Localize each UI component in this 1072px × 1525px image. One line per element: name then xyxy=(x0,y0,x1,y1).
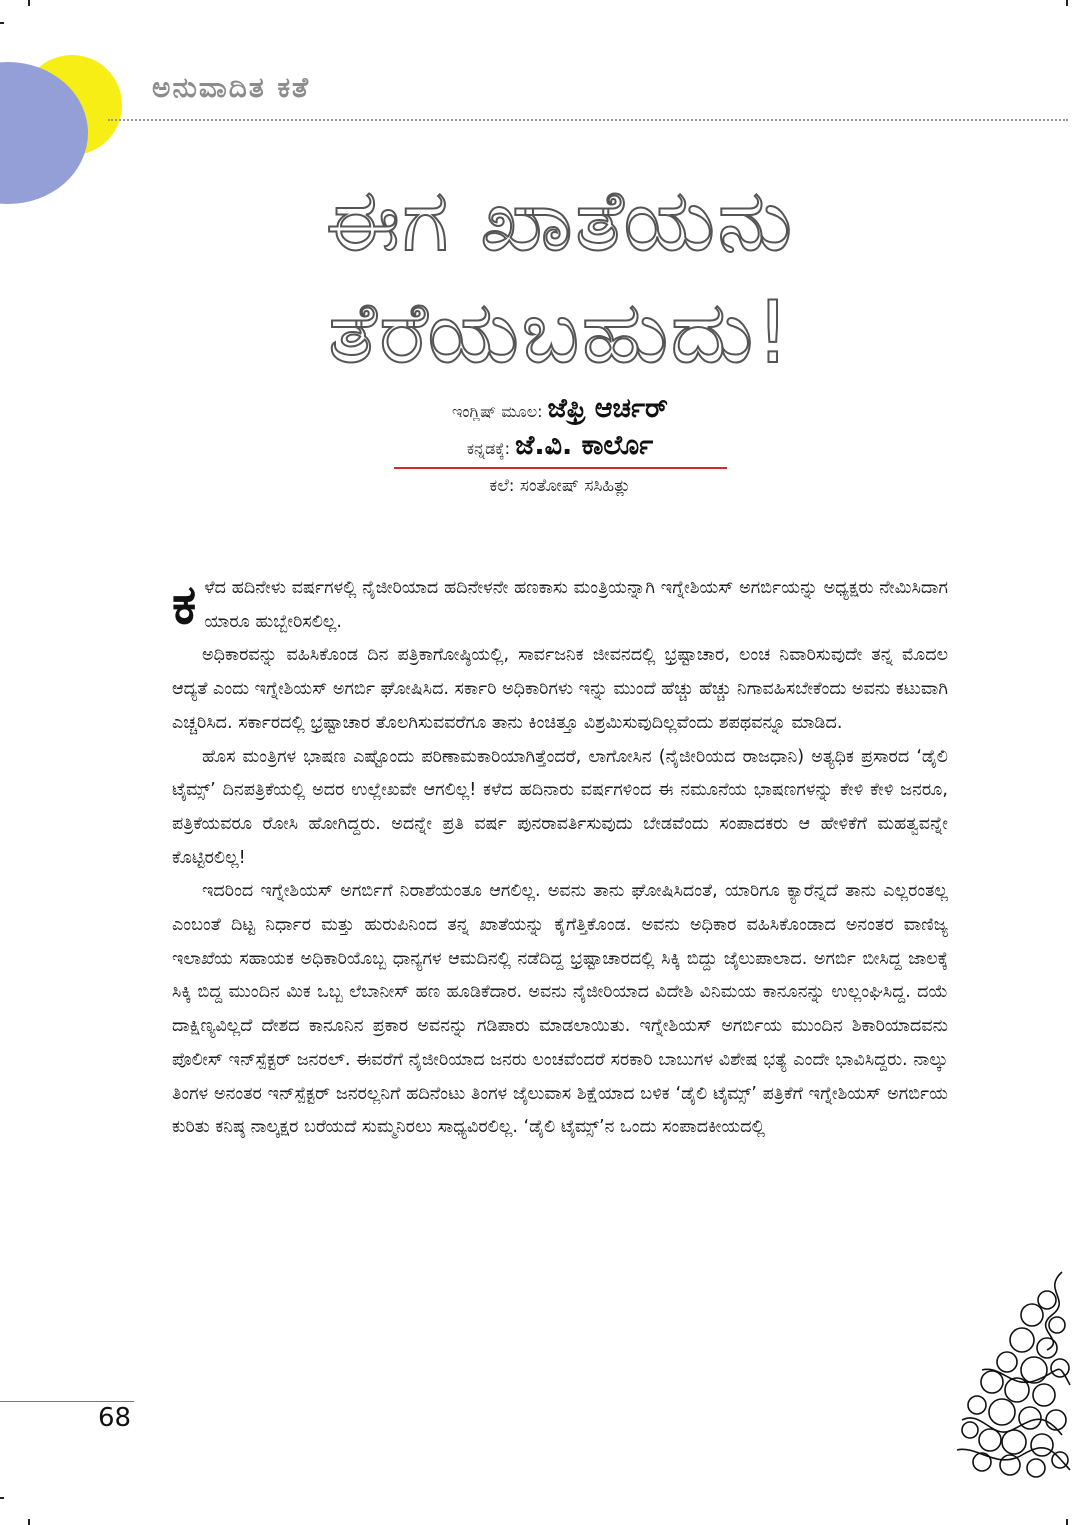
original-author-name: ಜೆಫ್ರಿ ಆರ್ಚರ್ xyxy=(547,393,668,424)
illustration-scribble xyxy=(952,1270,1072,1480)
story-title-line-2: ತೆರೆಯಬಹುದು! xyxy=(328,283,792,383)
original-author-row xyxy=(392,392,728,429)
paragraph-4: ಇದರಿಂದ ಇಗ್ನೇಶಿಯಸ್ ಅಗರ್ಬಿಗೆ ನಿರಾಶೆಯಂತೂ ಆಗಲಿಲ್ಲ. ಅವನು ತಾನು ಘೋಷಿಸಿದಂತೆ, ಯಾರಿಗೂ ಕ್ಯಾರೆನ್ನದೆ ತಾನು ಎಲ್ಲರಂತಲ್ಲ ಎಂಬಂತೆ ದಿಟ್ಟ ನಿರ್ಧಾರ ಮತ್ತು ಹುರುಪಿನಿಂದ ತನ್ನ ಖಾತೆಯನ್ನು ಕೈಗೆತ್ತಿಕೊಂಡ. ಅವನು ಅಧಿಕಾರ ವಹಿಸಿಕೊಂಡಾದ ಅನಂತರ ವಾಣಿಜ್ಯ ಇಲಾಖೆಯ ಸಹಾಯಕ ಅಧಿಕಾರಿಯೊಬ್ಬ ಧಾನ್ಯಗಳ ಆಮದಿನಲ್ಲಿ ನಡೆದಿದ್ದ ಭ್ರಷ್ಟಾಚಾರದಲ್ಲಿ ಸಿಕ್ಕಿ ಬಿದ್ದು ಜೈಲುಪಾಲಾದ. ಅಗರ್ಬಿ ಬೀಸಿದ್ದ ಜಾಲಕ್ಕೆ ಸಿಕ್ಕಿ ಬಿದ್ದ ಮುಂದಿನ ಮಿಕ ಒಬ್ಬ ಲೆಬಾನೀಸ್ ಹಣ ಹೂಡಿಕೆದಾರ. ಅವನು ನೈಜೀರಿಯಾದ ವಿದೇಶಿ ವಿನಿಮಯ ಕಾನೂನನ್ನು ಉಲ್ಲಂಘಿಸಿದ್ದ. ದಯೆ ದಾಕ್ಷಿಣ್ಯವಿಲ್ಲದೆ ದೇಶದ ಕಾನೂನಿನ ಪ್ರಕಾರ ಅವನನ್ನು ಗಡಿಪಾರು ಮಾಡಲಾಯಿತು. ಇಗ್ನೇಶಿಯಸ್ ಅಗರ್ಬಿಯ ಮುಂದಿನ ಶಿಕಾರಿಯಾದವನು ಪೊಲೀಸ್ ಇನ್‌ಸ್ಪೆಕ್ಟರ್ ಜನರಲ್. ಈವರೆಗೆ ನೈಜೀರಿಯಾದ ಜನರು ಲಂಚವೆಂದರೆ ಸರಕಾರಿ ಬಾಬುಗಳ ವಿಶೇಷ ಭತ್ಯೆ ಎಂದೇ ಭಾವಿಸಿದ್ದರು. ನಾಲ್ಕು ತಿಂಗಳ ಅನಂತರ ಇನ್‌ಸ್ಪೆಕ್ಟರ್ ಜನರಲ್ಲನಿಗೆ ಹದಿನೆಂಟು ತಿಂಗಳ ಜೈಲುವಾಸ ಶಿಕ್ಷೆಯಾದ ಬಳಿಕ ‘ಡೈಲಿ ಟೈಮ್ಸ್’ ಪತ್ರಿಕೆಗೆ ಇಗ್ನೇಶಿಯಸ್ ಅಗರ್ಬಿಯ ಕುರಿತು ಕನಿಷ್ಠ ನಾಲ್ಕಕ್ಷರ ಬರೆಯದೆ ಸುಮ್ಮನಿರಲು ಸಾಧ್ಯವಿರಲಿಲ್ಲ. ‘ಡೈಲಿ ಟೈಮ್ಸ್’ನ ಒಂದು ಸಂಪಾದಕೀಯದಲ್ಲಿ xyxy=(172,881,948,1138)
crop-mark xyxy=(28,1519,30,1525)
drop-cap: ಕ xyxy=(172,573,197,636)
paragraph-1-text: ಳೆದ ಹದಿನೇಳು ವರ್ಷಗಳಲ್ಲಿ ನೈಜೀರಿಯಾದ ಹದಿನೇಳನೇ ಹಣಕಾಸು ಮಂತ್ರಿಯನ್ನಾಗಿ ಇಗ್ನೇಶಿಯಸ್ ಅಗರ್ಬಿಯನ್ನು ಅಧ್ಯಕ್ಷರು ನೇಮಿಸಿದಾಗ ಯಾರೂ ಹುಬ್ಬೇರಿಸಲಿಲ್ಲ. xyxy=(204,578,948,632)
illustration-credit: ಕಲೆ: ಸಂತೋಷ್ ಸಸಿಹಿತ್ಲು xyxy=(489,476,631,496)
crop-mark xyxy=(1066,0,1068,6)
crop-mark xyxy=(0,22,4,24)
credits-red-rule xyxy=(394,467,727,469)
header-dotted-divider xyxy=(108,119,1068,121)
crop-mark xyxy=(28,0,30,6)
paragraph-3: ಹೊಸ ಮಂತ್ರಿಗಳ ಭಾಷಣ ಎಷ್ಟೊಂದು ಪರಿಣಾಮಕಾರಿಯಾಗಿತ್ತೆಂದರೆ, ಲಾಗೋಸಿನ (ನೈಜೀರಿಯದ ರಾಜಧಾನಿ) ಅತ್ಯಧಿಕ ಪ್ರಸಾರದ ‘ಡೈಲಿ ಟೈಮ್ಸ್’ ದಿನಪತ್ರಿಕೆಯಲ್ಲಿ ಅದರ ಉಲ್ಲೇಖವೇ ಆಗಲಿಲ್ಲ! ಕಳೆದ ಹದಿನಾರು ವರ್ಷಗಳಿಂದ ಈ ನಮೂನೆಯ ಭಾಷಣಗಳನ್ನು ಕೇಳಿ ಕೇಳಿ ಜನರೂ, ಪತ್ರಿಕೆಯವರೂ ರೋಸಿ ಹೋಗಿದ್ದರು. ಅದನ್ನೇ ಪ್ರತಿ ವರ್ಷ ಪುನರಾವರ್ತಿಸುವುದು ಬೇಡವೆಂದು ಸಂಪಾದಕರು ಆ ಹೇಳಿಕೆಗೆ ಮಹತ್ವವನ್ನೇ ಕೊಟ್ಟಿರಲಿಲ್ಲ! xyxy=(172,746,948,868)
original-author-label: ಇಂಗ್ಲಿಷ್ ಮೂಲ: xyxy=(452,402,543,421)
story-title-line-1: ಈಗ ಖಾತೆಯನು xyxy=(325,171,795,271)
paragraph-2: ಅಧಿಕಾರವನ್ನು ವಹಿಸಿಕೊಂಡ ದಿನ ಪತ್ರಿಕಾಗೋಷ್ಠಿಯಲ್ಲಿ, ಸಾರ್ವಜನಿಕ ಜೀವನದಲ್ಲಿ ಭ್ರಷ್ಟಾಚಾರ, ಲಂಚ ನಿವಾರಿಸುವುದೇ ತನ್ನ ಮೊದಲ ಆದ್ಯತೆ ಎಂದು ಇಗ್ನೇಶಿಯಸ್ ಅಗರ್ಬಿ ಘೋಷಿಸಿದ. ಸರ್ಕಾರಿ ಅಧಿಕಾರಿಗಳು ಇನ್ನು ಮುಂದೆ ಹೆಚ್ಚು ಹೆಚ್ಚು ನಿಗಾವಹಿಸಬೇಕೆಂದು ಅವನು ಕಟುವಾಗಿ ಎಚ್ಚರಿಸಿದ. ಸರ್ಕಾರದಲ್ಲಿ ಭ್ರಷ್ಟಾಚಾರ ತೊಲಗಿಸುವವರೆಗೂ ತಾನು ಕಿಂಚಿತ್ತೂ ವಿಶ್ರಮಿಸುವುದಿಲ್ಲವೆಂದು ಶಪಥವನ್ನೂ ಮಾಡಿದ. xyxy=(172,645,948,733)
story-title xyxy=(240,165,880,389)
page-number: 68 xyxy=(98,1403,132,1433)
translator-row xyxy=(392,429,728,466)
crop-mark xyxy=(1066,1519,1068,1525)
translator-label: ಕನ್ನಡಕ್ಕೆ: xyxy=(466,439,511,458)
section-label: ಅನುವಾದಿತ ಕತೆ xyxy=(152,71,311,104)
credits-block xyxy=(392,392,728,466)
article-body xyxy=(172,572,948,1145)
crop-mark xyxy=(0,1497,4,1499)
paragraph-1 xyxy=(172,572,948,639)
translator-name: ಜೆ.ವಿ. ಕಾರ್ಲೊ xyxy=(515,430,654,461)
